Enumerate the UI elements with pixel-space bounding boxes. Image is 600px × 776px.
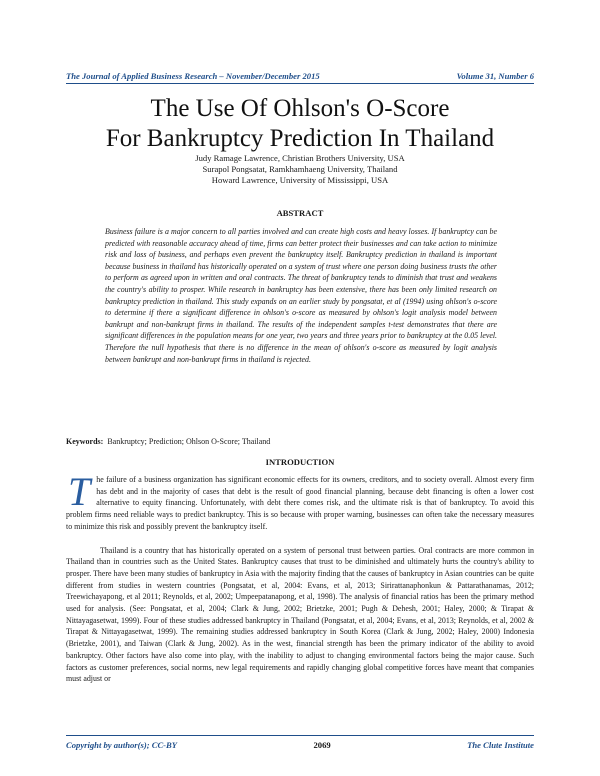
author-1: Judy Ramage Lawrence, Christian Brothers University, USA: [195, 153, 405, 163]
abstract-text: Business failure is a major concern to all parties involved and can create high costs and heavy losses. If bankruptcy can be predicted with reasonable accuracy ahead of time, firms can better protect their businesses and can take action to minimize risk and loss of business, and perhaps even prevent the bankruptcy itself. Bankruptcy prediction in thailand is important because business in thailand has historically operated on a system of trust where one person doing business trusts the other to perform as agreed upon in written and oral contracts. The threat of bankruptcy tends to diminish that trust and weakens the country's ability to prosper. While research in bankruptcy has been extensive, there has been only limited research on bankruptcy prediction in thailand. This study expands on an earlier study by pongsatat, et al (1994) using ohlson's o-score to determine if there a significant difference in ohlson's o-score as measured by ohlson's logit analysis model between bankrupt and non-bankrupt firms in thailand. The results of the independent samples t-test demonstrates that there are significant differences in the population means for one year, two years and three years prior to bankruptcy at the 0.05 level. Therefore the null hypothesis that there is no difference in the mean of ohlson's o-score as measured by logit analysis between bankrupt and non-bankrupt firms in thailand is rejected.: [105, 227, 497, 364]
abstract-heading: ABSTRACT: [276, 208, 324, 218]
drop-cap: T: [68, 469, 91, 514]
intro-paragraph-1: [66, 469, 534, 533]
author-3: Howard Lawrence, University of Mississippi, USA: [211, 175, 389, 186]
intro-paragraph-2: Thailand is a country that has historically operated on a system of personal trust between parties. Oral contracts are more common in Thailand than in countries such as the United States. Bankruptcy causes that trust to be diminished and ultimately hurts the country's ability to prosper. There have been many studies of bankruptcy in Asia with the majority finding that the causes of bankruptcy in Asian countries can be quite different from studies in western countries (Pongsatat, et al, 2004: Evans, et al, 2013; Sirirattanaphonkun & Pattarathanamas, 2012; Treewichayapong, et al 2011; Reynolds, et al, 2002; Umpeepatanapong, et al, 1998). The analysis of financial ratios has been the primary method used for analysis. (See: Pongsatat, et al, 2004; Clark & Jung, 2002; Brietzke, 2001; Pugh & Dehesh, 2001; Haley, 2000; & Tirapat & Nittayagasetwat, 1999). Four of these studies addressed bankruptcy in Thailand (Pongsatat, et al, 2004; Evans, et al, 2013; Reynolds, et al, 2002 & Tirapat & Nittayagasetwat, 1999). The remaining studies addressed bankruptcy in South Korea (Clark & Jung, 2002; Haley, 2000) Indonesia (Brietzke, 2001), and Taiwan (Clark & Jung, 2002). As in the west, financial strength has been the primary indicator of the ability to avoid bankruptcy. Other factors have also come into play, with the inability to adjust to changing environmental factors being the major cause. Such factors as customer preferences, social norms, new legal requirements and rapidly changing global competitive forces have meant that companies must adjust or: [66, 545, 534, 684]
introduction-heading: INTRODUCTION: [265, 457, 335, 467]
page-number: 2069: [313, 740, 331, 750]
introduction-body: [66, 469, 534, 697]
publisher-name: The Clute Institute: [467, 740, 534, 750]
title-line-2: For Bankruptcy Prediction In Thailand: [105, 125, 495, 152]
keywords: [66, 437, 270, 446]
author-2: Surapol Pongsatat, Ramkhamhaeng University, Thailand: [202, 164, 398, 175]
paper-title: [0, 94, 600, 154]
keywords-text: Bankruptcy; Prediction; Ohlson O-Score; Thailand: [107, 437, 271, 446]
keywords-label: Keywords:: [66, 437, 104, 446]
author-list: [0, 153, 600, 187]
intro-paragraph-1-text: he failure of a business organization has significant economic effects for its owners, creditors, and to society overall. Almost every firm has debt and in the majority of cases that debt is the result of good financial planning, because debt financing is often a lower cost alternative to equity financing. Unfortunately, with debt there comes risk, and the ultimate risk is that of bankruptcy. To avoid this problem firms need reliable ways to predict bankruptcy. This is so because with proper warning, businesses can often take the necessary measures to minimize this risk and possibly prevent the bankruptcy itself.: [66, 475, 534, 531]
journal-name: The Journal of Applied Business Research – November/December 2015: [66, 71, 320, 81]
page-footer: [66, 735, 534, 750]
title-line-1: The Use Of Ohlson's O-Score: [150, 95, 450, 122]
volume-number: Volume 31, Number 6: [456, 71, 534, 81]
copyright-notice: Copyright by author(s); CC-BY: [66, 740, 178, 750]
running-header: [66, 71, 534, 84]
